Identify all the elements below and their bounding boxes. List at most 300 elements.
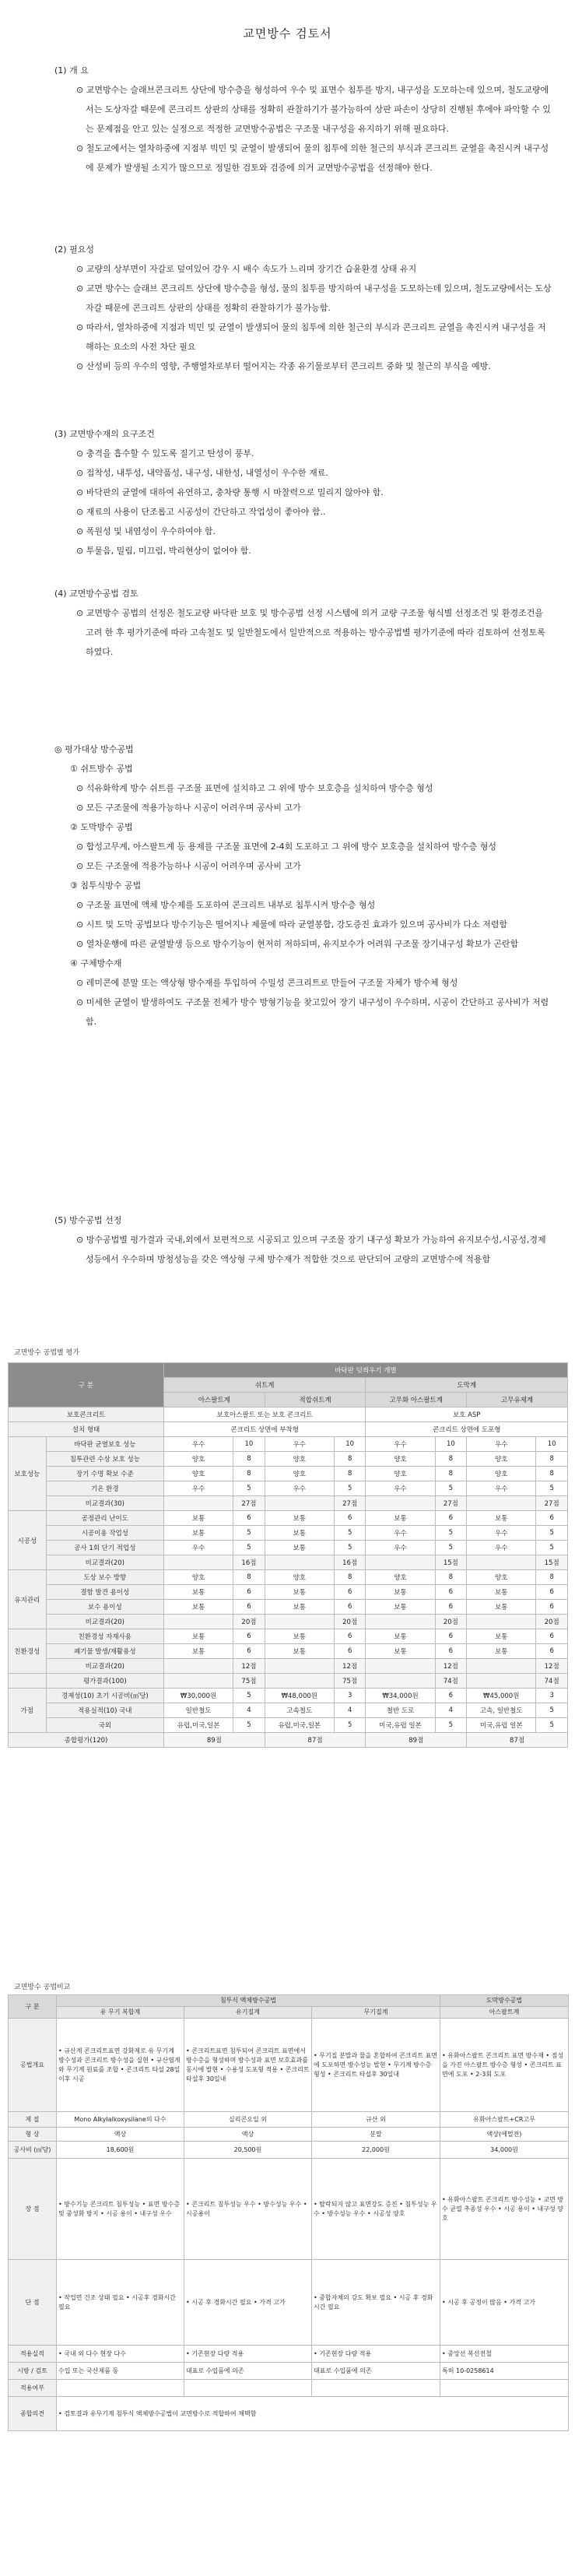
table-row bbox=[9, 1703, 568, 1718]
table-cell: 보통 bbox=[366, 1629, 435, 1644]
table-cell: 보호콘크리트 bbox=[9, 1407, 164, 1422]
table-row bbox=[9, 2159, 569, 2260]
table-cell: ₩45,000원 bbox=[467, 1689, 536, 1703]
table-cell bbox=[163, 1496, 233, 1511]
table-cell: • 기존현장 다량 적용 bbox=[312, 2346, 440, 2363]
table-cell: 6 bbox=[536, 1644, 568, 1659]
list-item: ⊙ 교량의 상부면이 자갈로 덮여있어 강우 시 배수 속도가 느리며 장기간 습윤환경 상태 유지 bbox=[76, 264, 417, 274]
header-cell: 적합쉬트계 bbox=[265, 1393, 366, 1407]
table-cell: 75점 bbox=[334, 1674, 366, 1689]
table-cell: 6 bbox=[435, 1629, 467, 1644]
table-cell: 우수 bbox=[163, 1481, 233, 1496]
table-cell bbox=[265, 1496, 334, 1511]
table-cell bbox=[366, 1674, 435, 1689]
list-item: ⊙ 열차운행에 따른 균열발생 등으로 방수기능이 현저히 저하되며, 유지보수가 어려워 구조물 장기내구성 확보가 곤란함 bbox=[76, 939, 519, 949]
table-row bbox=[9, 1452, 568, 1467]
table-row bbox=[9, 2380, 569, 2397]
row-label: 적용실적 bbox=[9, 2346, 57, 2363]
list-item: ⊙ 바닥판의 균열에 대하여 유연하고, 충차량 통행 시 마찰력으로 밀리지 않아야 함. bbox=[76, 487, 384, 497]
table-cell: 우수 bbox=[366, 1526, 435, 1541]
table-cell: 20점 bbox=[435, 1615, 467, 1629]
table-row bbox=[9, 1629, 568, 1644]
header-cell: 유 무기 복합계 bbox=[57, 2007, 184, 2019]
list-item: ⊙ 따라서, 열차하중에 지점과 빅민 및 균열이 발생되어 물의 침투에 의한 철근의 부식과 콘크리트 균열을 촉진시켜 내구성을 저해하는 요소의 사전 차단 필요 bbox=[76, 322, 546, 352]
paragraph: ⊙ 교면방수 공법의 선정은 철도교량 바닥판 보호 및 방수공법 선정 시스템에 의거 교량 구조물 형식별 선정조건 및 환경조건을 고려 한 후 평가기준에 따라 고속철도 및 일반철도에서 일반적으로 적용하는 방수공법별 평가기준에 따라 검토하여 선정토록 하였다. bbox=[76, 608, 545, 657]
table-cell: 고속철도 bbox=[265, 1703, 334, 1718]
table-cell bbox=[467, 1555, 536, 1570]
table-cell: • 무기질 분말과 물을 혼합하여 콘크리트 표면에 도포하면 방수성능 발현 • 무기계 방수층 형성 • 콘크리트 타설후 30일내 bbox=[312, 2019, 440, 2112]
row-label: 공사 1회 단기 적업성 bbox=[46, 1541, 163, 1555]
table-cell: 보통 bbox=[163, 1629, 233, 1644]
table-cell bbox=[163, 1615, 233, 1629]
row-label: 도상 보수 방향 bbox=[46, 1570, 163, 1585]
row-label: 공정관리 난이도 bbox=[46, 1511, 163, 1526]
row-group-label bbox=[9, 1674, 47, 1689]
table-cell: 6 bbox=[334, 1644, 366, 1659]
table-cell: 5 bbox=[536, 1703, 568, 1718]
table-row bbox=[9, 1674, 568, 1689]
list-item: ⊙ 모든 구조물에 적용가능하나 시공이 어려우며 공사비 고가 bbox=[76, 861, 301, 871]
table-cell: 유화아스팔트+CR고무 bbox=[440, 2112, 569, 2128]
header-cell: 침투식 액체방수공법 bbox=[57, 1995, 440, 2007]
table-cell: 일반철도 bbox=[163, 1703, 233, 1718]
table-cell: 분말 bbox=[312, 2128, 440, 2142]
table-cell: 8 bbox=[435, 1467, 467, 1481]
table-cell: 보통 bbox=[265, 1541, 334, 1555]
table-cell: 보호 ASP bbox=[366, 1407, 568, 1422]
subsection-title: ① 쉬트방수 공법 bbox=[70, 764, 133, 774]
row-label: 장기 수명 확보 수준 bbox=[46, 1467, 163, 1481]
table-cell: 보통 bbox=[467, 1629, 536, 1644]
table-row bbox=[9, 2260, 569, 2346]
table-cell: • 시공 후 경화시간 필요 • 가격 고가 bbox=[184, 2260, 312, 2346]
paragraph: ⊙ 교면방수는 슬래브콘크리트 상단에 방수층을 형성하여 우수 및 표면수 침투를 방지, 내구성을 도모하는데 있으며, 철도교량에서는 도상자갈 때문에 콘크리트 상판의 상태를 정확히 관찰하기가 불가능하여 상판 파손이 상당히 진행된 후에야 파악할 수 있는 문제점을 안고 있는 실정으로 적정한 교면방수공법은 구조물 내구성을 유지하기 위해 필요하다. bbox=[76, 85, 551, 134]
table-cell: 보호아스팔트 또는 보호 콘크리트 bbox=[163, 1407, 365, 1422]
table-cell: 89점 bbox=[366, 1733, 467, 1748]
table-cell: 6 bbox=[233, 1644, 265, 1659]
table-cell: 유럽,미국,일본 bbox=[265, 1718, 334, 1733]
header-cell: 도막계 bbox=[366, 1378, 568, 1393]
table-cell: 보통 bbox=[265, 1644, 334, 1659]
list-item: ⊙ 모든 구조물에 적용가능하나 시공이 어려우며 공사비 고가 bbox=[76, 803, 301, 813]
table-cell: 5 bbox=[233, 1526, 265, 1541]
table-cell: 3 bbox=[536, 1689, 568, 1703]
header-cell: 바닥판 덧씌우기 개별 bbox=[163, 1363, 567, 1378]
table-cell: • 탈락되지 않고 표면강도 증진 • 침투성능 우수 • 방수성능 우수 • 시공성 양호 bbox=[312, 2159, 440, 2260]
table-cell: 우수 bbox=[467, 1526, 536, 1541]
table-cell: 8 bbox=[435, 1570, 467, 1585]
list-item: ⊙ 충격을 흡수할 수 있도록 질기고 탄성이 풍부. bbox=[76, 448, 254, 459]
table-cell bbox=[440, 2380, 569, 2397]
list-item: ⊙ 산성비 등의 우수의 영향, 주행열차로부터 떨어지는 각종 유기물로부터 콘크리트 중화 및 철근의 부식을 예방. bbox=[76, 361, 491, 371]
table-cell: 10 bbox=[435, 1437, 467, 1452]
table-cell bbox=[366, 1555, 435, 1570]
row-label: 단 점 bbox=[9, 2260, 57, 2346]
table-cell: 34,000원 bbox=[440, 2142, 569, 2159]
table-cell: 5 bbox=[435, 1481, 467, 1496]
row-group-label: 시공성 bbox=[9, 1511, 47, 1570]
table-cell: 20점 bbox=[536, 1615, 568, 1629]
table-cell: 콘크리트 상면에 도포형 bbox=[366, 1422, 568, 1437]
table-row bbox=[9, 1689, 568, 1703]
table-cell: 12점 bbox=[334, 1659, 366, 1674]
table-cell: 양호 bbox=[467, 1467, 536, 1481]
subsection-title: ③ 침투식방수 공법 bbox=[70, 880, 142, 891]
row-group-label: 유지관리 bbox=[9, 1570, 47, 1629]
table-cell: 27점 bbox=[435, 1496, 467, 1511]
table-cell: 5 bbox=[334, 1718, 366, 1733]
row-group-label: 가점 bbox=[9, 1689, 47, 1733]
table-cell: 20점 bbox=[233, 1615, 265, 1629]
row-label: 결함 발견 용이성 bbox=[46, 1585, 163, 1600]
table-cell: 6 bbox=[334, 1511, 366, 1526]
table-cell: 우수 bbox=[366, 1481, 435, 1496]
table-cell: • 방수기능 콘크리트 침투성능 • 표면 방수층 및 중성화 방지 • 시공 용이 • 내구성 우수 bbox=[57, 2159, 184, 2260]
row-label: 국외 bbox=[46, 1718, 163, 1733]
header-cell: 고무유제계 bbox=[467, 1393, 568, 1407]
table-cell bbox=[312, 2380, 440, 2397]
row-group-label: 친환경성 bbox=[9, 1629, 47, 1674]
list-item: ⊙ 시트 및 도막 공법보다 방수기능은 떨어지나 제물에 따라 균열봉합, 강도증진 효과가 있으며 공사비가 다소 저렴함 bbox=[76, 919, 507, 930]
section-heading: (2) 필요성 bbox=[54, 244, 94, 255]
table-cell bbox=[366, 1659, 435, 1674]
table-cell: 우수 bbox=[265, 1437, 334, 1452]
table-cell: • 작업면 건조 상태 필요 • 시공후 경화시간 필요 bbox=[57, 2260, 184, 2346]
table-cell: 우수 bbox=[366, 1541, 435, 1555]
table-cell: • 규산계 콘크리트표면 강화제로 유 무기계 방수성과 콘크리트 방수성을 실현 • 규산염계와 무기계 원료를 조합 • 콘크리트 타설 28일 이후 시공 bbox=[57, 2019, 184, 2112]
table-cell: 양호 bbox=[265, 1452, 334, 1467]
table-cell: 보통 bbox=[163, 1511, 233, 1526]
row-label: 종합평가(120) bbox=[9, 1733, 164, 1748]
table-row bbox=[9, 2346, 569, 2363]
table-row bbox=[9, 1733, 568, 1748]
table-cell: 27점 bbox=[334, 1496, 366, 1511]
table-cell: • 중앙선 복선전철 bbox=[440, 2346, 569, 2363]
table-cell: 8 bbox=[435, 1452, 467, 1467]
table-cell: 양호 bbox=[163, 1570, 233, 1585]
table-cell: 6 bbox=[435, 1600, 467, 1615]
table-cell: 보통 bbox=[265, 1600, 334, 1615]
table-cell: 규산 외 bbox=[312, 2112, 440, 2128]
table-cell: 8 bbox=[334, 1467, 366, 1481]
table-cell: 보통 bbox=[467, 1511, 536, 1526]
row-label: 종합의견 bbox=[9, 2397, 57, 2431]
table-cell: 5 bbox=[233, 1689, 265, 1703]
table-cell: ₩34,000원 bbox=[366, 1689, 435, 1703]
table-cell: 8 bbox=[233, 1570, 265, 1585]
table-cell: 6 bbox=[233, 1585, 265, 1600]
table-cell bbox=[184, 2380, 312, 2397]
table-cell: 15점 bbox=[536, 1555, 568, 1570]
table-cell: • 콘크리트 침투성능 우수 • 방수성능 우수 • 시공용이 bbox=[184, 2159, 312, 2260]
table-cell: 보통 bbox=[366, 1511, 435, 1526]
row-label: 제 질 bbox=[9, 2112, 57, 2128]
table-row bbox=[9, 1644, 568, 1659]
section-evaluation-targets bbox=[54, 740, 552, 1031]
row-label: 시방 / 검토 bbox=[9, 2363, 57, 2380]
table-cell: 10 bbox=[536, 1437, 568, 1452]
list-item: ⊙ 합성고무계, 아스팔트계 등 용제를 구조물 표면에 2-4회 도포하고 그 위에 방수 보호층을 설치하여 방수층 형성 bbox=[76, 842, 497, 852]
table-cell: • 국내 외 다수 현장 다수 bbox=[57, 2346, 184, 2363]
table-cell: 우수 bbox=[163, 1437, 233, 1452]
table-cell: 74점 bbox=[536, 1674, 568, 1689]
table-cell: 대표로 수입품에 의존 bbox=[184, 2363, 312, 2380]
table-cell: 보통 bbox=[366, 1600, 435, 1615]
table-cell: 보통 bbox=[467, 1585, 536, 1600]
table-cell: 양호 bbox=[265, 1467, 334, 1481]
table-row bbox=[9, 1481, 568, 1496]
table-cell: 16점 bbox=[334, 1555, 366, 1570]
table-cell: 12점 bbox=[536, 1659, 568, 1674]
table-cell bbox=[163, 1659, 233, 1674]
table-cell: 75점 bbox=[233, 1674, 265, 1689]
table-row bbox=[9, 1570, 568, 1585]
table-cell: 보통 bbox=[366, 1585, 435, 1600]
header-cell: 아스팔트계 bbox=[440, 2007, 569, 2019]
table-cell: Mono Alkylalkoxysilane의 다수 bbox=[57, 2112, 184, 2128]
table-cell: 실리콘오일 외 bbox=[184, 2112, 312, 2128]
row-label: 보수 용이성 bbox=[46, 1600, 163, 1615]
table-cell: 8 bbox=[536, 1452, 568, 1467]
table-cell: 우수 bbox=[467, 1481, 536, 1496]
table-cell: • 콘크리트표면 침투되어 콘크리트 표면에서 방수층을 형성하며 방수성과 표면 보호효과를 동시에 발현 • 수용성 도포형 적용 • 콘크리트 타설후 30일내 bbox=[184, 2019, 312, 2112]
table-cell: 보통 bbox=[265, 1585, 334, 1600]
row-label: 적용실적(10) 국내 bbox=[46, 1703, 163, 1718]
table-cell: 8 bbox=[233, 1452, 265, 1467]
row-label: 비교결과(20) bbox=[46, 1659, 163, 1674]
table-cell: 15점 bbox=[435, 1555, 467, 1570]
table-row bbox=[9, 1585, 568, 1600]
header-cell: 구 분 bbox=[9, 1995, 57, 2019]
table-cell: 고속, 일반철도 bbox=[467, 1703, 536, 1718]
row-label: 폐기물 발생/재활용성 bbox=[46, 1644, 163, 1659]
table-cell: 설치 형태 bbox=[9, 1422, 164, 1437]
table-row bbox=[9, 1541, 568, 1555]
table-cell: 우수 bbox=[265, 1481, 334, 1496]
table-row bbox=[9, 1555, 568, 1570]
table-cell: • 중합자체의 강도 확보 필요 • 시공 후 경화시간 필요 bbox=[312, 2260, 440, 2346]
header-cell: 구 분 bbox=[9, 1363, 164, 1407]
row-label: 비교결과(20) bbox=[46, 1555, 163, 1570]
table-cell: 5 bbox=[233, 1718, 265, 1733]
row-label: 적용여부 bbox=[9, 2380, 57, 2397]
table-cell bbox=[163, 1555, 233, 1570]
table-cell: 27점 bbox=[536, 1496, 568, 1511]
row-label: 장 점 bbox=[9, 2159, 57, 2260]
list-item: ⊙ 구조물 표면에 액체 방수제를 도포하여 콘크리트 내부로 침투시켜 방수층 형성 bbox=[76, 900, 376, 910]
table-cell: 6 bbox=[334, 1585, 366, 1600]
section-heading: (5) 방수공법 선정 bbox=[54, 1215, 122, 1225]
table-cell bbox=[467, 1659, 536, 1674]
table-cell: 양호 bbox=[366, 1467, 435, 1481]
table-cell bbox=[163, 1674, 233, 1689]
table-cell: • 검토결과 유무기계 침투식 액체방수공법이 교면방수로 적합하여 채택함 bbox=[57, 2397, 569, 2431]
table-cell: 5 bbox=[536, 1526, 568, 1541]
section-review bbox=[54, 584, 552, 662]
list-item: ⊙ 투물음, 밀림, 미끄럼, 박리현상이 없어야 함. bbox=[76, 546, 251, 556]
table-row bbox=[9, 2112, 569, 2128]
table-cell: 6 bbox=[536, 1585, 568, 1600]
table-row bbox=[9, 1718, 568, 1733]
header-cell: 무기질계 bbox=[312, 2007, 440, 2019]
table-cell: 수입 또는 국산제품 동 bbox=[57, 2363, 184, 2380]
list-item: ⊙ 레미콘에 분말 또는 액상형 방수재를 투입하여 수밀성 콘크리트로 만들어 구조물 자체가 방수체 형성 bbox=[76, 978, 458, 988]
table-row bbox=[9, 1511, 568, 1526]
table-cell: 6 bbox=[435, 1644, 467, 1659]
table-row bbox=[9, 1526, 568, 1541]
evaluation-table bbox=[8, 1362, 568, 1748]
table-row bbox=[9, 2142, 569, 2159]
table-cell: 보통 bbox=[265, 1526, 334, 1541]
table-cell: 액상(에멀젼) bbox=[440, 2128, 569, 2142]
table-cell: 5 bbox=[334, 1541, 366, 1555]
table-cell: 5 bbox=[536, 1541, 568, 1555]
comparison-table bbox=[8, 1994, 569, 2431]
table-row bbox=[9, 2397, 569, 2431]
table-cell: 10 bbox=[334, 1437, 366, 1452]
table-cell: 우수 bbox=[467, 1541, 536, 1555]
section-heading: ◎ 평가대상 방수공법 bbox=[54, 744, 134, 754]
header-cell: 고무화 아스팔트계 bbox=[366, 1393, 467, 1407]
row-label: 침투관련 수상 보호 성능 bbox=[46, 1452, 163, 1467]
row-label: 바닥판 균열보호 성능 bbox=[46, 1437, 163, 1452]
table-cell: 18,600원 bbox=[57, 2142, 184, 2159]
list-item: ⊙ 폭원성 및 내염성이 우수하여야 함. bbox=[76, 526, 216, 536]
row-label: 경제성(10) 초기 시공비(㎡당) bbox=[46, 1689, 163, 1703]
header-cell: 아스팔트계 bbox=[163, 1393, 265, 1407]
table-cell: 74점 bbox=[435, 1674, 467, 1689]
table-row bbox=[9, 1600, 568, 1615]
table-cell: 액상 bbox=[184, 2128, 312, 2142]
table-cell: ₩48,000원 bbox=[265, 1689, 334, 1703]
table-cell bbox=[467, 1674, 536, 1689]
table-row bbox=[9, 1467, 568, 1481]
table-cell: 8 bbox=[536, 1467, 568, 1481]
table-cell: 20점 bbox=[334, 1615, 366, 1629]
table-row bbox=[9, 2128, 569, 2142]
table-cell: 보통 bbox=[163, 1600, 233, 1615]
header-cell: 도막방수공법 bbox=[440, 1995, 569, 2007]
table-cell: 특허 10-0258614 bbox=[440, 2363, 569, 2380]
table-cell: 양호 bbox=[366, 1570, 435, 1585]
table-cell: 양호 bbox=[467, 1452, 536, 1467]
list-item: ⊙ 교면 방수는 슬래브 콘크리트 상단에 방수층을 형성, 물의 침투를 방지하여 내구성을 도모하는데 있으며, 철도교량에서는 도상자갈 때문에 콘크리트 상판의 상태를 정확히 관찰하기가 불가능함. bbox=[76, 283, 552, 313]
table-cell: 5 bbox=[435, 1541, 467, 1555]
table-cell: ₩30,000원 bbox=[163, 1689, 233, 1703]
table-cell bbox=[265, 1615, 334, 1629]
table-cell: 보통 bbox=[467, 1644, 536, 1659]
table-cell: 보통 bbox=[163, 1644, 233, 1659]
row-label: 친환경성 자재사용 bbox=[46, 1629, 163, 1644]
table-cell bbox=[366, 1496, 435, 1511]
section-selection bbox=[54, 1211, 552, 1269]
table-cell: 우수 bbox=[467, 1437, 536, 1452]
table-cell: 5 bbox=[233, 1481, 265, 1496]
table-cell: 5 bbox=[435, 1526, 467, 1541]
table-cell: 6 bbox=[334, 1600, 366, 1615]
table-cell: 보통 bbox=[163, 1526, 233, 1541]
subsection-title: ④ 구체방수재 bbox=[70, 958, 122, 968]
table-caption: 교면방수 공법별 평가 bbox=[14, 1349, 79, 1357]
table-cell: 5 bbox=[435, 1718, 467, 1733]
table-cell: 보통 bbox=[366, 1644, 435, 1659]
table-row bbox=[9, 1437, 568, 1452]
table-cell: 27점 bbox=[233, 1496, 265, 1511]
table-row bbox=[9, 2019, 569, 2112]
table-cell: 보통 bbox=[163, 1585, 233, 1600]
table-cell: 10 bbox=[233, 1437, 265, 1452]
list-item: ⊙ 재료의 사용이 단조롭고 시공성이 간단하고 작업성이 좋아야 함.. bbox=[76, 507, 326, 517]
header-cell: 유기질계 bbox=[184, 2007, 312, 2019]
table-cell: 8 bbox=[334, 1570, 366, 1585]
table-cell: 미국,유럽 일본 bbox=[366, 1718, 435, 1733]
table-cell: 5 bbox=[233, 1541, 265, 1555]
table-cell: 5 bbox=[334, 1526, 366, 1541]
table-cell bbox=[467, 1496, 536, 1511]
row-label: 공법개요 bbox=[9, 2019, 57, 2112]
row-label: 형 상 bbox=[9, 2128, 57, 2142]
table-cell bbox=[467, 1615, 536, 1629]
table-cell bbox=[57, 2380, 184, 2397]
table-row bbox=[9, 1615, 568, 1629]
table-cell: 87점 bbox=[467, 1733, 568, 1748]
table-cell: 양호 bbox=[163, 1467, 233, 1481]
table-cell: 콘크리트 상면에 부착형 bbox=[163, 1422, 365, 1437]
table-cell: 4 bbox=[435, 1703, 467, 1718]
table-cell: • 유화아스팔트 콘크리트 방수성능 • 교면 방수 균열 추종성 우수 • 시공 용이 • 내구성 양호 bbox=[440, 2159, 569, 2260]
table-cell: 12점 bbox=[435, 1659, 467, 1674]
table-cell: 87점 bbox=[265, 1733, 366, 1748]
table-cell: 6 bbox=[536, 1629, 568, 1644]
table-cell: 16점 bbox=[233, 1555, 265, 1570]
table-caption: 교면방수 공법비교 bbox=[14, 1984, 71, 1991]
table-cell: • 기존현장 다량 적용 bbox=[184, 2346, 312, 2363]
paragraph: ⊙ 방수공법별 평가결과 국내,외에서 보편적으로 시공되고 있으며 구조물 장기 내구성 확보가 가능하여 유지보수성,시공성,경제성등에서 우수하며 방청성능을 갖은 액상형 구체 방수재가 적합한 것으로 판단되어 교량의 교면방수에 적용함 bbox=[76, 1235, 546, 1264]
table-cell: 보통 bbox=[265, 1511, 334, 1526]
table-cell: 양호 bbox=[265, 1570, 334, 1585]
row-label: 평가결과(100) bbox=[46, 1674, 163, 1689]
table-cell: 양호 bbox=[163, 1452, 233, 1467]
table-cell bbox=[265, 1659, 334, 1674]
table-row bbox=[9, 1496, 568, 1511]
table-cell: 6 bbox=[435, 1585, 467, 1600]
table-cell: 12점 bbox=[233, 1659, 265, 1674]
row-label: 비교결과(20) bbox=[46, 1615, 163, 1629]
row-label: 비교결과(30) bbox=[46, 1496, 163, 1511]
list-item: ⊙ 미세한 균열이 발생하여도 구조물 전체가 방수 방형기능을 찾고있어 장기 내구성이 우수하며, 시공이 간단하고 공사비가 저렴함. bbox=[76, 997, 549, 1027]
table-cell: 6 bbox=[334, 1629, 366, 1644]
table-cell: 89점 bbox=[163, 1733, 265, 1748]
table-cell: 유럽,미국,일본 bbox=[163, 1718, 233, 1733]
section-heading: (4) 교면방수공법 검토 bbox=[54, 589, 138, 599]
table-cell: 6 bbox=[233, 1600, 265, 1615]
table-cell: 6 bbox=[536, 1600, 568, 1615]
table-cell: 3 bbox=[334, 1689, 366, 1703]
table-cell: 양호 bbox=[467, 1570, 536, 1585]
section-heading: (1) 개 요 bbox=[54, 65, 89, 76]
table-cell: • 유화아스팔트 콘크리트 표면 방수재 • 점성을 가진 아스팔트 방수층 형성 • 콘크리트 표면에 도포 • 2-3회 도포 bbox=[440, 2019, 569, 2112]
section-requirements bbox=[54, 424, 552, 561]
table-cell: 8 bbox=[536, 1570, 568, 1585]
table-cell: 보통 bbox=[265, 1629, 334, 1644]
table-cell bbox=[265, 1674, 334, 1689]
header-cell: 쉬트계 bbox=[163, 1378, 365, 1393]
table-cell: 22,000원 bbox=[312, 2142, 440, 2159]
subsection-title: ② 도막방수 공법 bbox=[70, 822, 133, 832]
document-title: 교면방수 검토서 bbox=[243, 26, 332, 40]
table-cell: 6 bbox=[435, 1689, 467, 1703]
table-cell: 5 bbox=[334, 1481, 366, 1496]
